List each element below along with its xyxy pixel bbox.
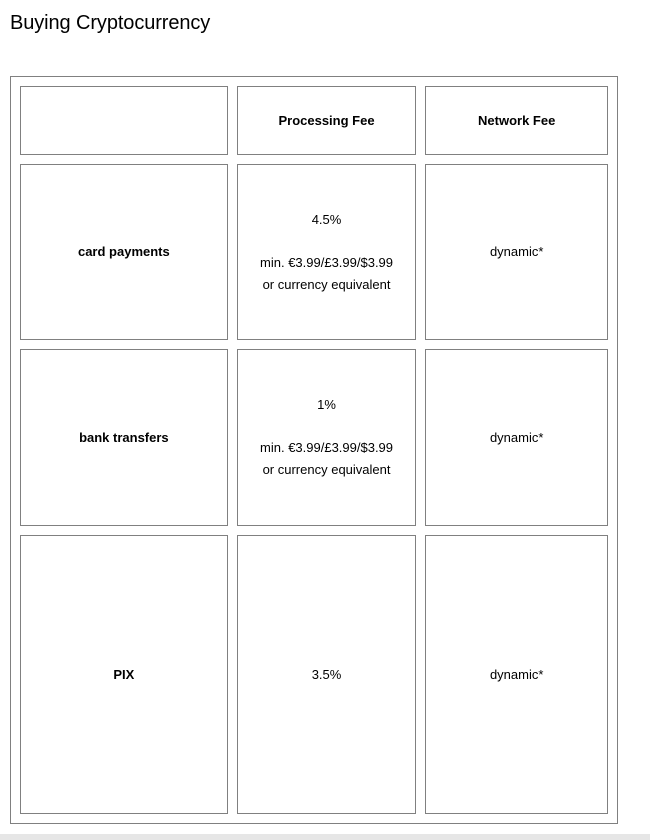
- bottom-edge-bar: [0, 834, 650, 840]
- fee-table: [10, 76, 618, 824]
- processing-fee-note: or currency equivalent: [262, 462, 391, 477]
- table-header-row: [20, 86, 608, 155]
- payment-method-label: card payments: [20, 164, 228, 340]
- table-row-bank-transfers: [20, 349, 608, 526]
- processing-fee-rate: 3.5%: [311, 666, 342, 682]
- header-empty-cell: [20, 86, 228, 155]
- processing-fee-cell: [237, 164, 417, 340]
- spacer: [240, 416, 414, 437]
- page-title: Buying Cryptocurrency: [10, 12, 211, 34]
- network-fee-cell: dynamic*: [425, 349, 608, 526]
- network-fee-cell: dynamic*: [425, 164, 608, 340]
- table-row-pix: [20, 535, 608, 814]
- header-processing-fee: Processing Fee: [237, 86, 417, 155]
- table-row-card-payments: [20, 164, 608, 340]
- processing-fee-cell: [237, 535, 417, 814]
- payment-method-label: PIX: [20, 535, 228, 814]
- payment-method-label: bank transfers: [20, 349, 228, 526]
- processing-fee-cell: [237, 349, 417, 526]
- processing-fee-rate: 4.5%: [311, 211, 342, 227]
- processing-fee-note: or currency equivalent: [262, 276, 391, 292]
- processing-fee-rate: 1%: [317, 397, 336, 412]
- header-network-fee: Network Fee: [425, 86, 608, 155]
- processing-fee-minimum: min. €3.99/£3.99/$3.99: [260, 254, 394, 270]
- processing-fee-minimum: min. €3.99/£3.99/$3.99: [260, 440, 394, 455]
- network-fee-cell: dynamic*: [425, 535, 608, 814]
- spacer: [240, 231, 414, 252]
